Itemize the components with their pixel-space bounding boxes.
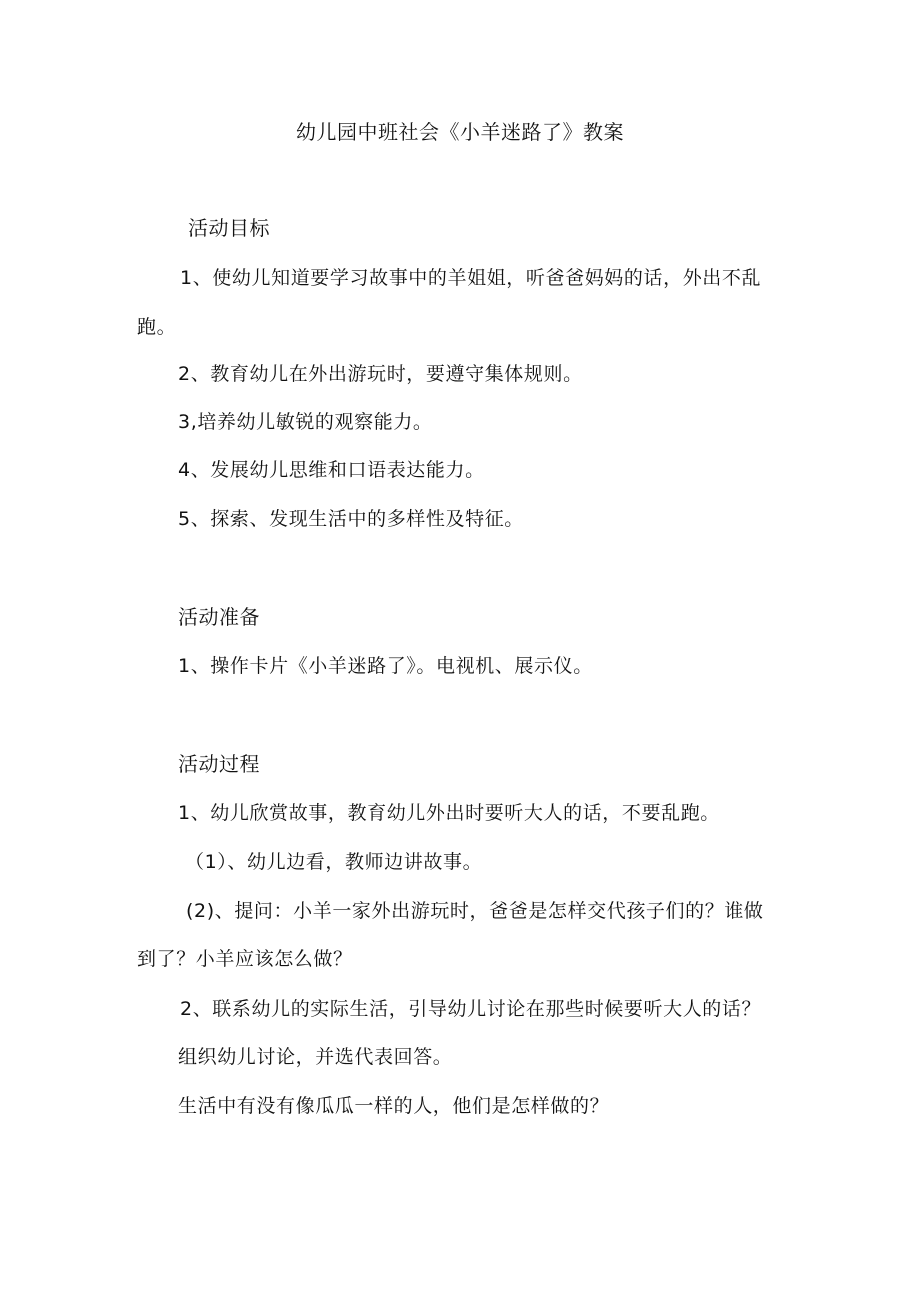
- goal-item-3: 3,培养幼儿敏锐的观察能力。: [178, 411, 433, 433]
- goal-item-1: 1、使幼儿知道要学习故事中的羊姐姐，听爸爸妈妈的话，外出不乱: [180, 267, 762, 289]
- section-heading-prep: 活动准备: [178, 605, 260, 629]
- section-heading-goals: 活动目标: [188, 216, 270, 240]
- process-item-1-1: （1）、幼儿边看，教师边讲故事。: [185, 851, 483, 873]
- process-item-2: 2、联系幼儿的实际生活，引导幼儿讨论在那些时候要听大人的话？: [180, 998, 762, 1020]
- goal-item-1-continued: 跑。: [137, 316, 177, 338]
- goal-item-4: 4、发展幼儿思维和口语表达能力。: [178, 459, 485, 481]
- section-heading-process: 活动过程: [178, 752, 260, 776]
- process-item-2-note: 组织幼儿讨论，并选代表回答。: [178, 1046, 453, 1068]
- process-item-1-2-continued: 到了？小羊应该怎么做？: [137, 948, 353, 970]
- document-title: 幼儿园中班社会《小羊迷路了》教案: [296, 120, 624, 144]
- prep-item-1: 1、操作卡片《小羊迷路了》。电视机、展示仪。: [178, 655, 593, 677]
- process-item-2-question: 生活中有没有像瓜瓜一样的人，他们是怎样做的？: [178, 1095, 610, 1117]
- goal-item-5: 5、探索、发现生活中的多样性及特征。: [178, 508, 524, 530]
- process-item-1: 1、幼儿欣赏故事，教育幼儿外出时要听大人的话，不要乱跑。: [178, 802, 720, 824]
- goal-item-2: 2、教育幼儿在外出游玩时，要遵守集体规则。: [178, 363, 583, 385]
- process-item-1-2: (2)、提问：小羊一家外出游玩时，爸爸是怎样交代孩子们的？谁做: [186, 900, 764, 922]
